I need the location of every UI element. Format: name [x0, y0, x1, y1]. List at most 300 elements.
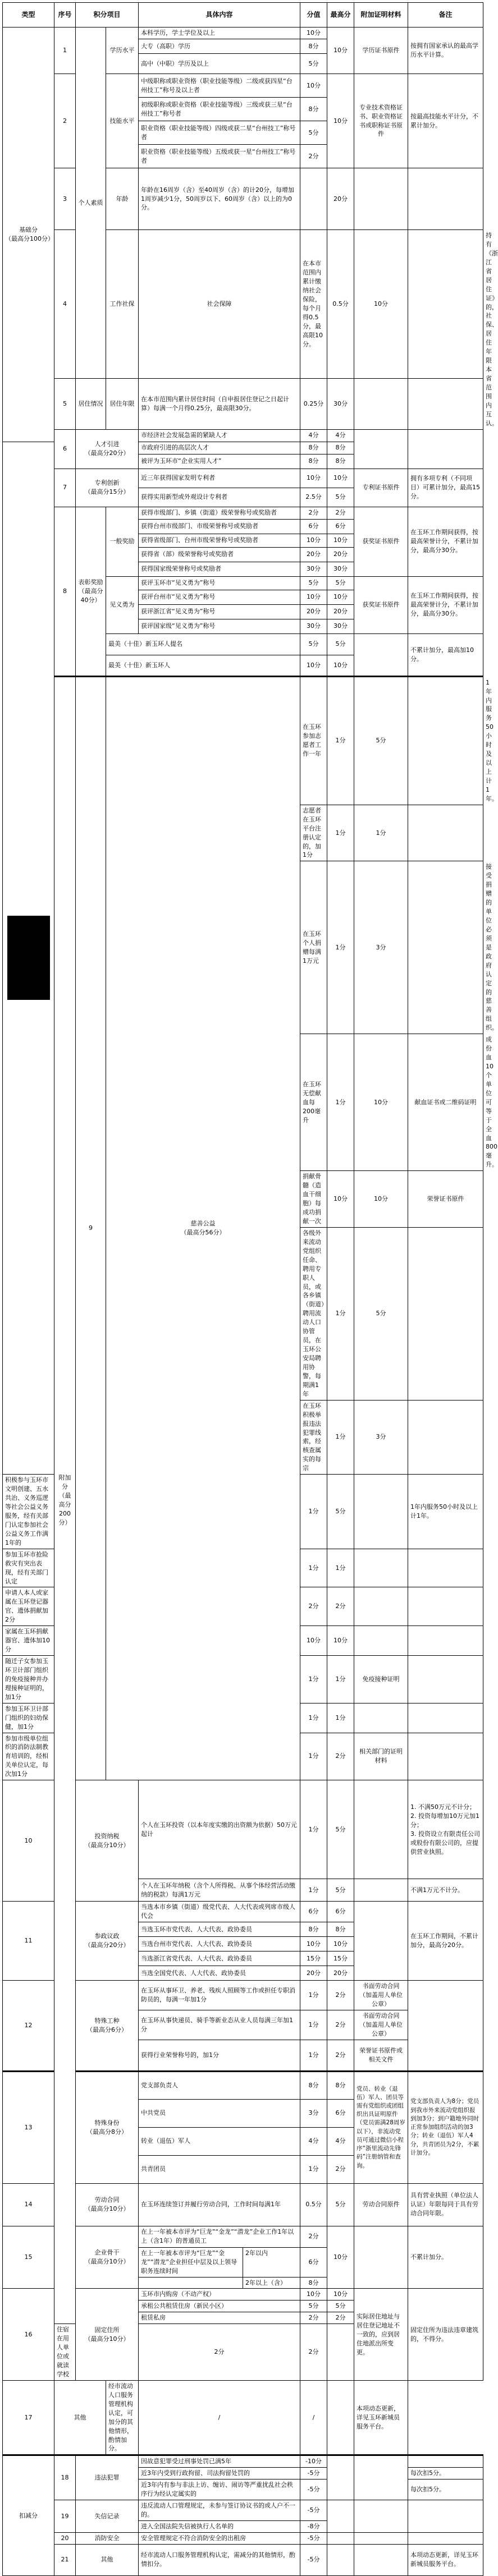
- table-row: [3, 2380, 483, 2455]
- score-cell: 3分: [300, 2099, 327, 2127]
- score-cell: -5分: [300, 2500, 327, 2521]
- table-row: [3, 429, 483, 442]
- score-cell: -5分: [300, 2479, 327, 2500]
- max-cell: 20分: [327, 168, 354, 230]
- proof-cell: [354, 1549, 408, 1587]
- proof-cell: 劳动合同原件: [354, 2183, 408, 2226]
- category-labor: 劳动合同 （最高分10分）: [76, 2183, 139, 2226]
- row-number: 3: [54, 168, 76, 230]
- score-cell: 1分: [300, 1703, 327, 1733]
- note-cell: [408, 1656, 483, 1703]
- content-cell: 获得省级部门、台州市级荣誉称号或奖励者: [139, 534, 300, 547]
- content-cell: 个人在玉环投资（以本年度实缴的出资额为依据）50万元起计: [139, 1780, 300, 1879]
- max-cell: 10分: [327, 2289, 354, 2301]
- max-cell: 6分: [327, 1902, 354, 1922]
- score-cell: 0.25分: [300, 379, 327, 429]
- max-cell: 30分: [327, 619, 354, 633]
- backbone-split: [139, 2277, 300, 2289]
- content-cell: 申请人本人或家属在玉环登记器官、遗体捐献加2分: [3, 1587, 54, 1626]
- score-cell: 1分: [327, 1400, 354, 1475]
- table-row: [3, 2532, 483, 2544]
- content-cell: 因故意犯罪受过刑事处罚已满5年: [139, 2455, 300, 2468]
- max-cell: 10分: [354, 1034, 408, 1171]
- score-cell: 0.5分: [327, 230, 354, 379]
- proof-cell: 专利证书原件: [354, 469, 408, 507]
- content-cell: 大专（高职）学历: [139, 39, 300, 54]
- category-personal: 个人素质: [76, 27, 106, 379]
- max-cell: 2分: [327, 2155, 354, 2183]
- note-cell: [408, 2455, 483, 2468]
- score-cell: 30分: [300, 619, 327, 633]
- max-cell: 10分: [354, 230, 408, 379]
- content-cell: 共青团员: [139, 2155, 300, 2183]
- max-cell: 1分: [327, 1656, 354, 1703]
- content-cell: 市政府引进的高层次人才: [139, 442, 300, 454]
- proof-cell: 荣誉证书原件或相关文件: [354, 2040, 408, 2071]
- score-cell: 6分: [300, 519, 327, 534]
- content-cell: 获得省（部）级荣誉称号或奖励者: [139, 547, 300, 562]
- content-cell: 高中（中职）学历及以上: [139, 54, 300, 74]
- header-no: 序号: [54, 3, 76, 27]
- table-row: [3, 2544, 483, 2575]
- content-cell: 当选浙江省党代表、人大代表、政协委员: [139, 1951, 300, 1966]
- content-cell: 获评浙江省“见义勇为”称号: [139, 604, 300, 619]
- max-cell: 2分: [327, 1733, 354, 1780]
- row-number: 16: [3, 2289, 54, 2380]
- note-cell: 在玉环工作期间获得，按最高荣誉计分，不累计加分，最高分30分。: [408, 507, 483, 576]
- type-deduct: 扣减分: [3, 2455, 54, 2576]
- row-number: 15: [3, 2226, 54, 2289]
- redacted-block: [3, 442, 54, 1475]
- content-cell: 职业资格（职业技能等级）五级或获一星“台州技工”称号者: [139, 145, 300, 168]
- content-cell: 租赁私房: [139, 2312, 300, 2324]
- row-number: 1: [54, 27, 76, 74]
- note-cell: [408, 1549, 483, 1587]
- max-cell: 10分: [327, 534, 354, 547]
- content-cell: 近三年获得国家发明专利者: [139, 469, 300, 488]
- content-cell: 在本市范围内累计居住时间（自申报居住登记之日起计算）每满一个月得0.25分，最高限30分。: [139, 379, 300, 429]
- score-cell: 8分: [300, 2071, 327, 2099]
- proof-cell: [354, 2532, 408, 2544]
- note-cell: 固定住所为违法违章建筑的，不得分。: [408, 2289, 483, 2380]
- note-cell: 1年内服务50小时及以上计1年。: [408, 1475, 483, 1549]
- note-cell: 不满1万元不计分。: [408, 1879, 483, 1902]
- row-number: 9: [76, 676, 106, 1780]
- header-max: 最高分: [327, 3, 354, 27]
- score-cell: 5分: [300, 633, 327, 655]
- max-cell: 1分: [327, 1703, 354, 1733]
- score-cell: 1分: [300, 2040, 327, 2071]
- content-cell: 获评台州市“见义勇为”称号: [139, 590, 300, 604]
- row-number: 10: [3, 1780, 54, 1902]
- score-cell: -5分: [300, 2532, 327, 2544]
- max-cell: 30分: [327, 379, 354, 429]
- max-cell: 2分: [327, 2010, 354, 2040]
- content-cell: [139, 2247, 300, 2277]
- note-cell: 不累计加分。: [408, 2226, 483, 2289]
- category-politics: 参政议政 （最高分20分）: [76, 1902, 139, 1981]
- max-cell: 10分: [327, 655, 354, 676]
- content-cell: 各级外来流动党组织任命、聘用专职人员，或各乡镇（街道）聘用流动人口协管员，在玉环公安局聘用协警，每期满1年: [300, 1227, 327, 1400]
- score-cell: 1分: [327, 1034, 354, 1171]
- category-identity: 特殊身份 （最高分8分）: [76, 2071, 139, 2183]
- proof-cell: [354, 2455, 408, 2500]
- content-cell: 最美（十佳）新玉环人提名: [106, 633, 300, 655]
- table-header-row: [3, 3, 483, 27]
- max-cell: /: [300, 2380, 327, 2455]
- note-cell: 具有营业执照（单位法人认证）年限每同于具有劳动合同年限。: [408, 2183, 483, 2226]
- table-row: 附加分 （最高分200分） 9 慈善公益 （最高分56分） 在玉环参加志愿者工作一年 1分 5分 1年内服务50小时及以上计1年。: [3, 676, 483, 805]
- note-cell: [408, 1981, 483, 2072]
- row-number: 6: [54, 429, 76, 469]
- note-cell: 每次扣5分。: [408, 2479, 483, 2500]
- score-cell: 1分: [300, 1981, 327, 2010]
- content-cell: 在玉环连续签订并履行劳动合同，工作时间每满1年: [139, 2183, 300, 2226]
- max-cell: [327, 2500, 354, 2533]
- max-cell: 4分: [327, 429, 354, 442]
- score-cell: 6分: [300, 1902, 327, 1922]
- score-cell: 8分: [300, 454, 327, 469]
- max-cell: 2分: [327, 507, 354, 519]
- sub-reside: 居住年限: [106, 379, 139, 429]
- score-cell: 1分: [300, 1549, 327, 1587]
- proof-cell: [408, 1400, 483, 1475]
- score-cell: -10分: [300, 2455, 327, 2468]
- content-cell: 经市流动人口服务管理机构认定，可加分的其他情形，酌情加分。: [106, 2380, 139, 2455]
- score-cell: 1分: [327, 1227, 354, 1400]
- max-cell: 10分: [327, 1626, 354, 1656]
- max-cell: 20分: [327, 1966, 354, 1981]
- max-cell: 2分: [327, 2312, 354, 2324]
- content-cell: 随迁子女参加玉环卫计部门组织的免疫接种并办理接种证明的，加1分: [3, 1656, 54, 1703]
- score-cell: 8分: [300, 39, 327, 54]
- score-cell: 8分: [300, 2277, 327, 2289]
- category-other-bonus: 其他: [54, 2380, 106, 2455]
- max-cell: 10分: [327, 74, 354, 168]
- content-cell: 在玉环参加志愿者工作一年: [300, 676, 327, 805]
- content-cell: 进入全国法院失信被执行人名单的: [139, 2521, 300, 2533]
- proof-cell: 实际居住地址与居住登记地址不一致的，应到居住地派出所变更。: [354, 2289, 408, 2380]
- content-cell: 本科学历，学士学位及以上: [139, 27, 300, 39]
- score-cell: 1分: [300, 1656, 327, 1703]
- score-cell: 2分: [300, 507, 327, 519]
- max-cell: 8分: [327, 442, 354, 454]
- max-cell: [327, 2532, 354, 2544]
- score-cell: 20分: [300, 1966, 327, 1981]
- score-cell: 2分: [300, 2312, 327, 2324]
- score-cell: 6分: [300, 2247, 327, 2277]
- content-cell: 市经济社会发展急需的紧缺人才: [139, 429, 300, 442]
- note-cell: 在玉环工作期间获得，按最高荣誉计分，不累计加分，最高分30分。: [408, 576, 483, 633]
- score-cell: 4分: [300, 429, 327, 442]
- content-cell: 在玉环个人捐赠每满1万元: [300, 861, 327, 1034]
- proof-cell: [354, 1587, 408, 1626]
- sub-age: 年龄: [106, 168, 139, 230]
- proof-cell: [354, 2500, 408, 2533]
- content-cell: 最美（十佳）新玉环人: [106, 655, 300, 676]
- max-cell: 5分: [327, 2301, 354, 2312]
- max-cell: 5分: [327, 1879, 354, 1902]
- content-cell: 近3年内受到行政拘留、司法拘留处罚的: [139, 2468, 300, 2479]
- table-row: 4 工作社保 社会保障 在本市范围内累计缴纳社会保险，每个月得0.5分，最高限10分。 0.5分 10分 持有《浙江省居住证》的，社保、居住年限本省范围内互认。: [3, 230, 483, 379]
- max-cell: 5分: [327, 576, 354, 590]
- row-number: 8: [54, 507, 76, 676]
- max-cell: 6分: [327, 519, 354, 534]
- max-cell: 8分: [327, 454, 354, 469]
- content-cell: 获得国家级荣誉称号或奖励者: [139, 562, 300, 576]
- table-row: [3, 469, 483, 488]
- content-cell: 近3年内有参与非法上访、缠访、闹访等严重扰乱社会秩序行为经认定属实的: [139, 2479, 300, 2500]
- score-cell: -5分: [300, 2544, 327, 2575]
- category-social: 工作社保: [106, 230, 139, 379]
- max-cell: 2分: [300, 2324, 327, 2381]
- content-cell: 年龄在16周岁（含）至40周岁（含）的计20分，每增加1周岁减少1分，50周岁以下、60周岁（含）以上的为0分。: [139, 168, 300, 230]
- sub-general: 一般奖励: [106, 507, 139, 576]
- content-cell: 当选台州市党代表、人大代表、政协委员: [139, 1937, 300, 1951]
- sub-edu: 学历水平: [106, 27, 139, 74]
- row-number: 19: [54, 2500, 76, 2533]
- content-cell: 获评国家级“见义勇为”称号: [139, 619, 300, 633]
- header-score: 分值: [300, 3, 327, 27]
- proof-cell: [354, 168, 408, 230]
- proof-cell: 获奖证书原件: [354, 507, 408, 576]
- max-cell: 2分: [327, 1981, 354, 2010]
- score-cell: 10分: [300, 27, 327, 39]
- proof-cell: [408, 861, 483, 1034]
- note-cell: 党支部负责人为8分；党员到我市外来流动党组织报到加3分；到户籍地外同时正常参加组织活动的加3分；转业（退伍）军人4分，共青团员为2分，不累计加分。: [408, 2071, 483, 2183]
- max-cell: 2分: [327, 1587, 354, 1626]
- row-number: 18: [54, 2455, 76, 2500]
- score-cell: 2分: [300, 2226, 327, 2247]
- proof-cell: 学历证书原件: [354, 27, 408, 74]
- max-cell: 4分: [327, 2127, 354, 2155]
- content-cell: 违反流动人口管理规定，未参与签订协议书的或人户不一的。: [139, 2500, 300, 2521]
- proof-cell: [408, 805, 483, 861]
- content-cell: 中级职称或职业资格（职业技能等级）二级或获四星“台州技工”称号及以上者: [139, 74, 300, 98]
- score-cell: 10分: [300, 534, 327, 547]
- score-cell: [300, 168, 327, 230]
- max-cell: 20分: [327, 547, 354, 562]
- content-cell: 在玉环从事环卫、养老、残疾人照顾等工作或担任专职消防员的，每满一年加1分: [139, 1981, 300, 2010]
- proof-cell: [327, 2380, 354, 2455]
- content-cell: 在上一年被本市评为“巨龙”“金龙”“潜龙”企业工作1年以上（含1年）的普通员工: [139, 2226, 300, 2247]
- category-crime: 违法犯罪: [76, 2455, 139, 2500]
- row-number: 17: [3, 2380, 54, 2455]
- table-row: [3, 2455, 483, 2468]
- type-bonus: 附加分 （最高分200分）: [54, 676, 76, 2324]
- max-cell: 10分: [327, 1937, 354, 1951]
- content-cell: 中共党员: [139, 2099, 300, 2127]
- header-proof: 附加证明材料: [354, 3, 408, 27]
- score-cell: 8分: [300, 1922, 327, 1937]
- score-cell: 5分: [300, 121, 327, 145]
- category-honor: 表彰奖励 （最高分40分）: [76, 507, 106, 676]
- proof-cell: [408, 230, 483, 379]
- score-cell: 1分: [300, 1879, 327, 1902]
- proof-cell: [354, 2544, 408, 2575]
- score-cell: 1分: [327, 805, 354, 861]
- max-cell: 1分: [354, 805, 408, 861]
- points-table: [2, 2, 498, 2576]
- max-cell: 15分: [327, 1951, 354, 1966]
- note-cell: [408, 2500, 483, 2533]
- proof-cell: 书面劳动合同（加盖用人单位公章）: [354, 2010, 408, 2040]
- category-patent: 专利创新 （最高分15分）: [76, 469, 139, 507]
- table-row: [3, 27, 483, 39]
- score-cell: 2分: [300, 1587, 327, 1626]
- score-cell: 10分: [300, 2289, 327, 2301]
- content-cell: 承租公共租赁住房（新民小区）: [139, 2301, 300, 2312]
- row-number: 7: [54, 469, 76, 507]
- score-cell: 10分: [300, 1937, 327, 1951]
- note-cell: 每次扣5分。: [408, 2468, 483, 2479]
- proof-cell: 相关部门的证明材料: [354, 1733, 408, 1780]
- proof-cell: [354, 379, 408, 429]
- max-cell: 6分: [327, 2099, 354, 2127]
- score-cell: 20分: [300, 547, 327, 562]
- content-cell: 在玉环从事快递员、骑手等新业态从业人员每满三年加1分: [139, 2010, 300, 2040]
- proof-cell: [354, 1475, 408, 1549]
- score-cell: 1分: [300, 1733, 327, 1780]
- note-cell: [408, 1587, 483, 1626]
- category-special-work: 特殊工种 （最高分6分）: [76, 1981, 139, 2072]
- content-cell: 当选全国党代表、人大代表、政协委员: [139, 1966, 300, 1981]
- score-cell: 10分: [327, 1171, 354, 1228]
- note-cell: [408, 1733, 483, 1780]
- max-cell: 5分: [327, 633, 354, 655]
- content-cell: 在玉环积极举报违法犯罪线索，经核查属实的每宗: [300, 1400, 327, 1475]
- score-cell: 10分: [300, 74, 327, 98]
- proof-cell: 书面劳动合同（加盖用人单位公章）: [354, 1981, 408, 2010]
- max-cell: [327, 2544, 354, 2575]
- table-row: 在玉环无偿献血每200毫升 1分 10分 献血证书或二维码证明 成份血10个单位可等于全血800毫升。: [3, 1034, 483, 1171]
- proof-cell: [354, 1902, 408, 1981]
- max-cell: [327, 2455, 354, 2500]
- content-cell: 获评玉环市“见义勇为”称号: [139, 576, 300, 590]
- proof-cell: [354, 429, 408, 469]
- note-cell: 按拥有国家承认的最高学历水平计算。: [408, 27, 483, 74]
- score-cell: 20分: [300, 604, 327, 619]
- content-cell: 获得行业荣誉称号的，加1分: [139, 2040, 300, 2071]
- content-cell: [139, 2277, 300, 2289]
- max-cell: 10分: [327, 2226, 354, 2289]
- proof-cell: 党员、转业（退伍）军人、团员等需有党组织或团组织出具证明原件（党员需满28周岁以下），非流动党员可通过微信小程序“浙里流动先锋码”注册纳管和查询。: [354, 2071, 408, 2183]
- score-cell: 0.5分: [300, 2183, 327, 2226]
- backbone-lead-cont: [139, 2277, 243, 2289]
- proof-cell: [354, 1626, 408, 1656]
- max-cell: 3分: [354, 861, 408, 1034]
- score-cell: 2分: [300, 145, 327, 168]
- row-number: 11: [3, 1902, 54, 1981]
- note-cell: 1. 不满50万元不计分； 2. 投资每增加10万元加1分； 3. 投资设立有限责任公司或股份有限公司的，应提供营业执照。: [408, 1780, 483, 1879]
- sub-social: 社会保障: [139, 230, 300, 379]
- content-cell: 当选玉环市党代表、人大代表、政协委员: [139, 1922, 300, 1937]
- max-cell: 20分: [327, 604, 354, 619]
- score-cell: 5分: [300, 576, 327, 590]
- proof-cell: [408, 1227, 483, 1400]
- max-cell: 3分: [354, 1400, 408, 1475]
- score-cell: 4分: [300, 2127, 327, 2155]
- header-type: 类型: [3, 3, 54, 27]
- note-cell: 拥有多项专利（不同项目）可累计加分，最高15分。: [408, 469, 483, 507]
- category-fire: 消防安全: [76, 2532, 139, 2544]
- content-cell: 住宿在用人单位或就读学校: [54, 2324, 76, 2381]
- max-cell: 2分: [327, 2040, 354, 2071]
- max-cell: 8分: [327, 2071, 354, 2099]
- content-cell: 捐献骨髓（造血干细胞）每成功捐献一次: [300, 1171, 327, 1228]
- proof-cell: 免疫接种证明: [354, 1656, 408, 1703]
- note-cell: [408, 2532, 483, 2544]
- max-cell: 5分: [354, 1227, 408, 1400]
- proof-cell: [354, 1703, 408, 1733]
- table-row: [3, 168, 483, 230]
- sub-brave: 见义勇为: [106, 576, 139, 633]
- score-cell: 1分: [300, 2010, 327, 2040]
- row-number: 21: [54, 2544, 76, 2575]
- content-cell: 获得台州市级部门、市级荣誉称号或奖励者: [139, 519, 300, 534]
- proof-cell: 获奖证书原件: [354, 576, 408, 633]
- score-cell: 5分: [300, 54, 327, 74]
- score-cell: 1分: [327, 861, 354, 1034]
- proof-cell: [354, 633, 408, 676]
- table-row: [3, 507, 483, 519]
- category-housing: 固定住所 （最高分10分）: [76, 2289, 139, 2380]
- score-cell: 15分: [300, 1951, 327, 1966]
- content-cell: 家属在玉环捐献器官、遗体加10分: [3, 1626, 54, 1656]
- content-cell: 在本市范围内累计缴纳社会保险，每个月得0.5分，最高限10分。: [300, 230, 327, 379]
- row-number: 4: [54, 230, 76, 379]
- content-cell: 积极参与玉环市文明创建、五水共治、义务巡逻等社会公益义务服务，经有关部门认定参加社会公益义务工作满1年的: [3, 1475, 54, 1549]
- note-cell: [408, 168, 483, 230]
- max-cell: 5分: [327, 2183, 354, 2226]
- proof-cell: [408, 676, 483, 805]
- score-cell: 5分: [300, 2301, 327, 2312]
- score-cell: 8分: [300, 98, 327, 121]
- score-cell: 8分: [300, 442, 327, 454]
- content-cell: 个人在玉环年纳税（含个人所得税、从事个体经营活动缴纳的税款）每满1万元: [139, 1879, 300, 1902]
- header-item: 积分项目: [76, 3, 139, 27]
- score-cell: 1分: [300, 1475, 327, 1549]
- proof-cell: [354, 1879, 408, 1902]
- note-cell: 按最高技能水平计分，不累计加分。: [408, 74, 483, 168]
- category-reside: 居住情况: [76, 379, 106, 429]
- category-credit: 失信记录: [76, 2500, 139, 2533]
- table-row: [3, 2500, 483, 2521]
- table-row: [3, 74, 483, 98]
- max-cell: 5分: [327, 488, 354, 507]
- max-cell: 8分: [327, 1922, 354, 1937]
- max-cell: 5分: [327, 1475, 354, 1549]
- table-row: 在玉环个人捐赠每满1万元 1分 3分 接受捐赠的单位必须是政府认定的慈善组织。: [3, 861, 483, 1034]
- content-cell: 玉环市内购房（不动产权）: [139, 2289, 300, 2301]
- content-cell: 职业资格（职业技能等级）四级或获二星“台州技工”称号者: [139, 121, 300, 145]
- content-cell: 被评为玉环市“企业实用人才”: [139, 454, 300, 469]
- note-cell: [408, 1703, 483, 1733]
- content-cell: 参加玉环卫计部门组织的妇幼保健，加1分: [3, 1703, 54, 1733]
- score-cell: 1分: [300, 2155, 327, 2183]
- score-cell: -5分: [300, 2468, 327, 2479]
- row-number: 2: [54, 74, 76, 168]
- max-cell: 5分: [327, 1780, 354, 1879]
- note-cell: 本项动态更新，详见玉环新城员服务平台。: [408, 2544, 483, 2575]
- header-note: 备注: [408, 3, 483, 27]
- proof-cell: [354, 2226, 408, 2289]
- category-talent: 人才引进 （最高分20分）: [76, 429, 139, 469]
- content-cell: 党支部负责人: [139, 2071, 300, 2099]
- proof-cell: 荣誉证书原件: [408, 1171, 483, 1228]
- max-cell: 1分: [327, 1549, 354, 1587]
- backbone-lead: 在上一年被本市评为“巨龙”“金龙”“潜龙”企业担任中层及以上领导职务连续时间: [139, 2248, 243, 2277]
